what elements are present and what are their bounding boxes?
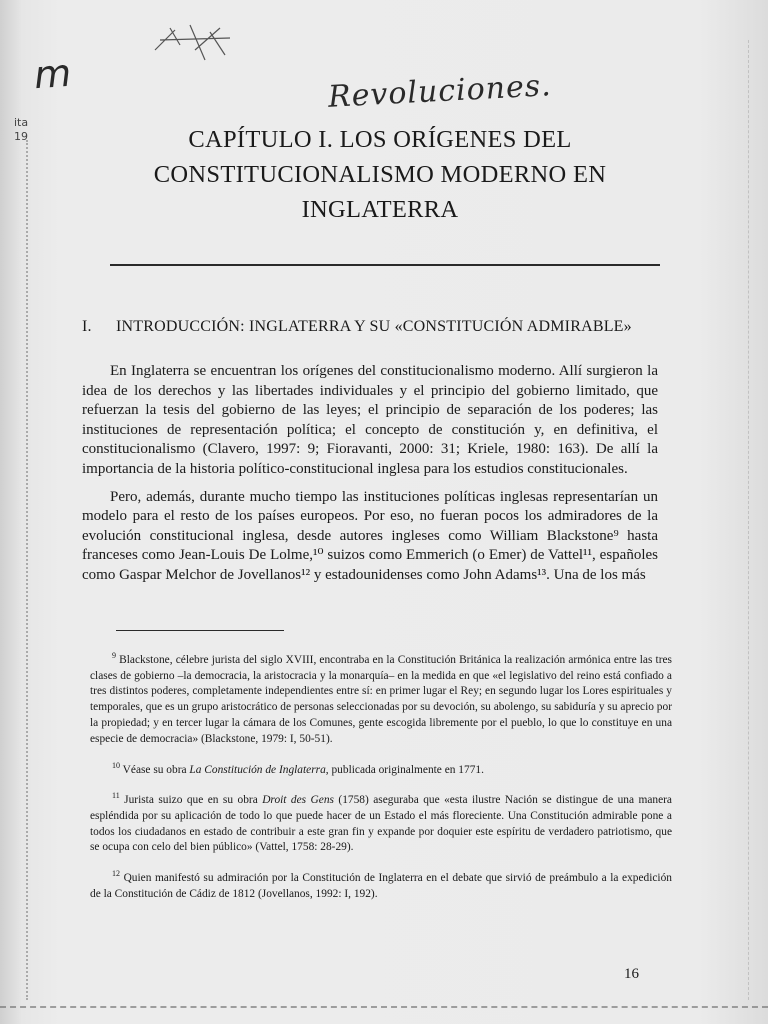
footnote-9 bbox=[90, 648, 672, 748]
chapter-title bbox=[120, 122, 640, 227]
footnote-text: , publicada originalmente en 1771. bbox=[325, 763, 484, 776]
footnote-text: (1758) aseguraba que «esta ilustre Nación se distingue de una manera espléndida por su aplicación de todo lo que puede hacer de un Estado el más floreciente. Una Constitución admirable pone a todos los ciudadanos en estado de contribuir a este gran fin y expande por doquier este espíritu de verdadero patriotismo, que se ocupa con celo del bien público» (Vattel, 1758: 28-29). bbox=[90, 793, 672, 854]
body-text bbox=[82, 362, 658, 594]
footnote-text: Véase su obra bbox=[122, 763, 190, 776]
body-paragraph-2: Pero, además, durante mucho tiempo las instituciones políticas inglesas representarían un modelo para el resto de los países europeos. Por eso, no fueran pocos los admiradores de la evolución constitucional inglesa, desde autores ingleses como William Blackstone⁹ hasta franceses como Jean-Louis De Lolme,¹⁰ suizos como Emmerich (o Emer) de Vattel¹¹, españoles como Gaspar Melchor de Jovellanos¹² y estadounidenses como John Adams¹³. Una de los más bbox=[82, 488, 658, 583]
body-paragraph-1: En Inglaterra se encuentran los orígenes del constitucionalismo moderno. Allí surgieron la idea de los derechos y las libertades individuales y el principio del gobierno limitado, que refuerzan la tesis del gobierno de las leyes; el principio de separación de los poderes; las instituciones de representación política; el concepto de constitución y, en definitiva, el constitucionalismo (Clavero, 1997: 9; Fioravanti, 2000: 31; Kriele, 1980: 163). De allí la importancia de la historia político-constitucional inglesa para los estudios constitucionales. bbox=[82, 363, 658, 477]
chapter-title-line-1: CAPÍTULO I. LOS ORÍGENES DEL bbox=[188, 126, 572, 153]
footnote-work-title: Droit des Gens bbox=[262, 793, 334, 806]
footnote-text: Blackstone, célebre jurista del siglo XVIII, encontraba en la Constitución Británica la realización armónica entre las tres clases de gobierno –la democracia, la aristocracia y la monarquía– en la medida en que «el legislativo del reino está confiado a tres distintos poderes, completamente independientes entre sí: en primer lugar el Rey; en segundo lugar los Lores espirituales y temporales, que es un grupo aristocrático de personas seleccionadas por su devoción, su abolengo, su sabiduría y su aprecio por la propiedad; y en tercer lugar la cámara de los Comunes, gente escogida libremente por el pueblo, lo que lo constituye en una especie de democracia» (Blackstone, 1979: I, 50-51). bbox=[90, 653, 672, 745]
handwritten-margin-note: ita 19 bbox=[14, 116, 29, 143]
section-heading bbox=[82, 318, 662, 336]
footnote-text: Quien manifestó su admiración por la Constitución de Inglaterra en el debate que sirvió de preámbulo a la expedición de la Constitución de Cádiz de 1812 (Jovellanos, 1992: I, 192). bbox=[90, 871, 672, 900]
handwritten-marker: m bbox=[32, 50, 73, 98]
section-heading-text: INTRODUCCIÓN: INGLATERRA Y SU «CONSTITUCIÓN ADMIRABLE» bbox=[116, 318, 632, 335]
footnote-text: Jurista suizo que en su obra bbox=[124, 793, 263, 806]
left-margin-artifact bbox=[26, 140, 38, 1000]
section-number: I. bbox=[82, 318, 92, 335]
right-margin-artifact bbox=[748, 40, 755, 1000]
title-divider bbox=[110, 264, 660, 266]
handwritten-scribble-icon bbox=[150, 20, 240, 70]
chapter-title-line-2: CONSTITUCIONALISMO MODERNO EN bbox=[153, 161, 607, 188]
footnote-11 bbox=[90, 788, 672, 856]
footnote-number: 11 bbox=[112, 791, 120, 801]
footnote-number: 10 bbox=[112, 760, 120, 770]
chapter-title-line-3: INGLATERRA bbox=[301, 196, 459, 223]
footnote-number: 9 bbox=[112, 651, 116, 660]
bottom-scan-edge bbox=[0, 1006, 768, 1010]
footnote-work-title: La Constitución de Inglaterra bbox=[189, 763, 326, 776]
footnote-number: 12 bbox=[112, 869, 120, 879]
handwritten-title: Revoluciones. bbox=[327, 68, 553, 115]
footnote-separator bbox=[116, 630, 284, 631]
footnotes bbox=[90, 648, 672, 913]
footnote-12 bbox=[90, 866, 672, 902]
footnote-10 bbox=[90, 758, 672, 779]
page-number: 16 bbox=[624, 966, 639, 982]
